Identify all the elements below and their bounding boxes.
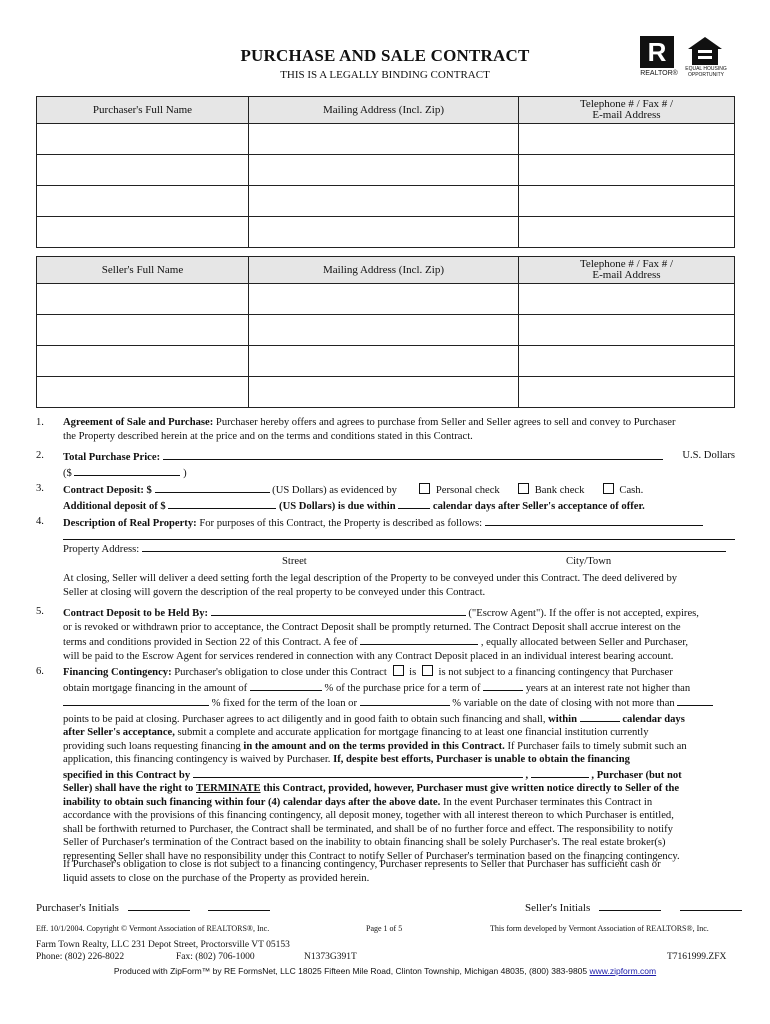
purchase-price-field[interactable]: [163, 449, 663, 460]
form-code: N1373G391T: [304, 952, 357, 962]
agency-phone: Phone: (802) 226-8022: [36, 952, 125, 962]
seller-name-header: Seller's Full Name: [37, 257, 249, 284]
seller-address-cell[interactable]: [249, 346, 519, 377]
table-row: [37, 124, 735, 155]
zipform-credit: Produced with ZipForm™ by RE FormsNet, LLC 18025 Fifteen Mile Road, Clinton Township, Michigan 48035, (800) 383-9805 www.zipform.com: [113, 966, 657, 976]
seller-address-cell[interactable]: [249, 284, 519, 315]
additional-deposit-field[interactable]: [168, 498, 276, 509]
purchase-price-numeric-field[interactable]: [74, 465, 180, 476]
seller-initials-field-1[interactable]: [599, 900, 661, 911]
terminate-word: TERMINATE: [196, 783, 261, 794]
escrow-fee-field[interactable]: [360, 634, 478, 645]
section-3-number: 3.: [36, 483, 44, 494]
financing-date-field[interactable]: [193, 767, 523, 778]
financing-year-field[interactable]: [531, 767, 589, 778]
purchaser-address-cell[interactable]: [249, 124, 519, 155]
seller-contact-header: Telephone # / Fax # / E-mail Address: [519, 257, 735, 284]
mortgage-amount-field[interactable]: [250, 680, 322, 691]
seller-initials-field-2[interactable]: [680, 900, 742, 911]
purchaser-contact-cell[interactable]: [519, 217, 735, 248]
purchaser-contact-header: Telephone # / Fax # / E-mail Address: [519, 97, 735, 124]
purchaser-initials-field-1[interactable]: [128, 900, 190, 911]
seller-contact-cell[interactable]: [519, 315, 735, 346]
purchaser-contact-cell[interactable]: [519, 124, 735, 155]
seller-contact-cell[interactable]: [519, 346, 735, 377]
section-6-heading: Financing Contingency:: [63, 667, 172, 678]
purchaser-contact-cell[interactable]: [519, 155, 735, 186]
equal-housing-house-icon: [686, 36, 724, 68]
purchaser-name-cell[interactable]: [37, 155, 249, 186]
equal-housing-label: EQUAL HOUSING OPPORTUNITY: [685, 66, 727, 78]
street-label: Street: [282, 556, 307, 567]
personal-check-checkbox[interactable]: [419, 483, 430, 494]
financing-is-not-checkbox[interactable]: [422, 665, 433, 676]
section-4-number: 4.: [36, 516, 44, 527]
application-days-field[interactable]: [580, 711, 620, 722]
section-3-heading: Contract Deposit: $: [63, 485, 152, 496]
property-description-field[interactable]: [485, 515, 703, 526]
section-5: Contract Deposit to be Held By: ("Escrow Agent"). If the offer is not accepted, expires, or is revoked or withdrawn prior to acceptance, the Contract Deposit shall be promptly returned. The Contract Deposit shall accrue interest on the terms and conditions provided in Section 22 of this Contract. A fee of , equally allocated between Seller and Purchaser, will be paid to the Escrow Agent for services rendered in connection with any Contract Deposit placed in an individual interest bearing account.: [63, 605, 735, 663]
purchaser-address-cell[interactable]: [249, 155, 519, 186]
cash-checkbox[interactable]: [603, 483, 614, 494]
loan-term-field[interactable]: [483, 680, 523, 691]
section-2-heading: Total Purchase Price:: [63, 452, 161, 463]
fixed-rate-field[interactable]: [63, 695, 209, 706]
purchaser-address-header: Mailing Address (Incl. Zip): [249, 97, 519, 124]
page-number: Page 1 of 5: [366, 924, 403, 933]
property-address-field[interactable]: [142, 541, 726, 552]
table-row: [37, 315, 735, 346]
contract-deposit-field[interactable]: [155, 482, 270, 493]
closing-paragraph: At closing, Seller will deliver a deed setting forth the legal description of the Property to be conveyed under this Contract. The deed delivered by Seller at closing will govern the description of the real property to be conveyed under this Contract.: [63, 573, 678, 598]
table-row: [37, 284, 735, 315]
table-row: [37, 155, 735, 186]
zipform-link[interactable]: www.zipform.com: [589, 966, 657, 976]
deposit-days-field[interactable]: [398, 498, 430, 509]
seller-name-cell[interactable]: [37, 284, 249, 315]
form-id: T7161999.ZFX: [667, 952, 727, 962]
city-town-label: City/Town: [566, 556, 612, 567]
section-4-heading: Description of Real Property:: [63, 518, 197, 529]
purchaser-initials: Purchaser's Initials: [36, 900, 270, 916]
realtor-label: REALTOR®: [640, 70, 678, 77]
copyright-text: Eff. 10/1/2004. Copyright © Vermont Association of REALTORS®, Inc.: [36, 924, 270, 933]
seller-initials: Seller's Initials: [525, 900, 742, 916]
section-2: Total Purchase Price: U.S. Dollars ($ ): [63, 450, 735, 479]
financing-is-checkbox[interactable]: [393, 665, 404, 676]
bank-check-checkbox[interactable]: [518, 483, 529, 494]
property-address-row: Property Address:: [63, 541, 735, 557]
section-6: Financing Contingency: Purchaser's obligation to close under this Contract is is not subject to a financing contingency that Purchaser obtain mortgage financing in the amount of % of the purchase price for a term of years at an interest rate not higher than % fixed for the term of the loan or % variable on the date of closing with not more than points to be paid at closing. Purchaser agrees to act diligently and in good faith to obtain such financing and shall, within calendar days after Seller's acceptance, submit a complete and accurate application for mortgage financing to at least one financial institution currently providing such loans requesting financing in the amount and on the terms provided in this Contract. If Purchaser fails to timely submit such an application, this financing contingency is waived by Purchaser. If, despite best efforts, Purchaser is unable to obtain the financing specified in this Contract by , , Purchaser (but not Seller) shall have the right to TERMINATE this Contract, provided, however, Purchaser must give written notice directly to Seller of the inability to obtain such financing within four (4) calendar days after the above date. In the event Purchaser terminates this Contract in accordance with the provisions of this financing contingency, all deposit money, together with all interest thereon to which Purchaser is entitled, shall be forthwith returned to Purchaser, the Contract shall be terminated, and shall be of no further force and effect. The responsibility to notify Seller of Purchaser's termination of the Contract based on the inability to obtain financing shall be solely Purchaser's. The real estate broker(s) representing Seller shall have no responsibility under this Contract to notify Seller of Purchaser's termination based on the financing contingency.: [63, 665, 735, 863]
purchaser-initials-field-2[interactable]: [208, 900, 270, 911]
purchaser-address-cell[interactable]: [249, 217, 519, 248]
section-6-cash-paragraph: If Purchaser's obligation to close is not subject to a financing contingency, Purchaser represents to Seller that Purchaser has sufficient cash or liquid assets to close on the purchase of the Property as provided herein.: [63, 859, 661, 884]
seller-name-cell[interactable]: [37, 315, 249, 346]
section-1: Agreement of Sale and Purchase: Purchaser hereby offers and agrees to purchase from Seller and Seller agrees to sell and convey to Purchaser the Property described herein at the price and on the terms and conditions stated in this Contract.: [63, 417, 676, 442]
section-3: Contract Deposit: $ (US Dollars) as evidenced by Personal check Bank check Cash. Additional deposit of $ (US Dollars) is due within calendar days after Seller's acceptance of offer.: [63, 482, 735, 513]
seller-address-cell[interactable]: [249, 315, 519, 346]
section-5-number: 5.: [36, 606, 44, 617]
purchaser-table: [36, 96, 735, 248]
realtor-r-icon: R: [640, 36, 674, 68]
purchaser-contact-cell[interactable]: [519, 186, 735, 217]
table-row: [37, 346, 735, 377]
section-5-heading: Contract Deposit to be Held By:: [63, 608, 209, 619]
purchaser-address-cell[interactable]: [249, 186, 519, 217]
section-2-number: 2.: [36, 450, 44, 461]
seller-name-cell[interactable]: [37, 377, 249, 408]
purchaser-name-header: Purchaser's Full Name: [37, 97, 249, 124]
points-field[interactable]: [677, 695, 713, 706]
section-4: Description of Real Property: For purposes of this Contract, the Property is described as follows:: [63, 515, 735, 531]
seller-table: [36, 256, 735, 408]
section-1-heading: Agreement of Sale and Purchase:: [63, 417, 214, 428]
section-1-number: 1.: [36, 417, 44, 428]
seller-name-cell[interactable]: [37, 346, 249, 377]
agency-address: Farm Town Realty, LLC 231 Depot Street, Proctorsville VT 05153: [36, 940, 290, 950]
property-description-line-2[interactable]: [63, 539, 735, 540]
section-6-number: 6.: [36, 666, 44, 677]
purchaser-name-cell[interactable]: [37, 124, 249, 155]
seller-contact-cell[interactable]: [519, 377, 735, 408]
agency-fax: Fax: (802) 706-1000: [176, 952, 255, 962]
document-title: PURCHASE AND SALE CONTRACT: [240, 46, 530, 65]
purchaser-name-cell[interactable]: [37, 217, 249, 248]
escrow-agent-field[interactable]: [211, 605, 466, 616]
table-row: [37, 186, 735, 217]
table-row: [37, 377, 735, 408]
developed-by-text: This form developed by Vermont Association of REALTORS®, Inc.: [490, 924, 709, 933]
table-row: [37, 217, 735, 248]
seller-address-cell[interactable]: [249, 377, 519, 408]
seller-contact-cell[interactable]: [519, 284, 735, 315]
document-subtitle: THIS IS A LEGALLY BINDING CONTRACT: [280, 69, 490, 81]
variable-rate-field[interactable]: [360, 695, 450, 706]
purchaser-name-cell[interactable]: [37, 186, 249, 217]
seller-address-header: Mailing Address (Incl. Zip): [249, 257, 519, 284]
